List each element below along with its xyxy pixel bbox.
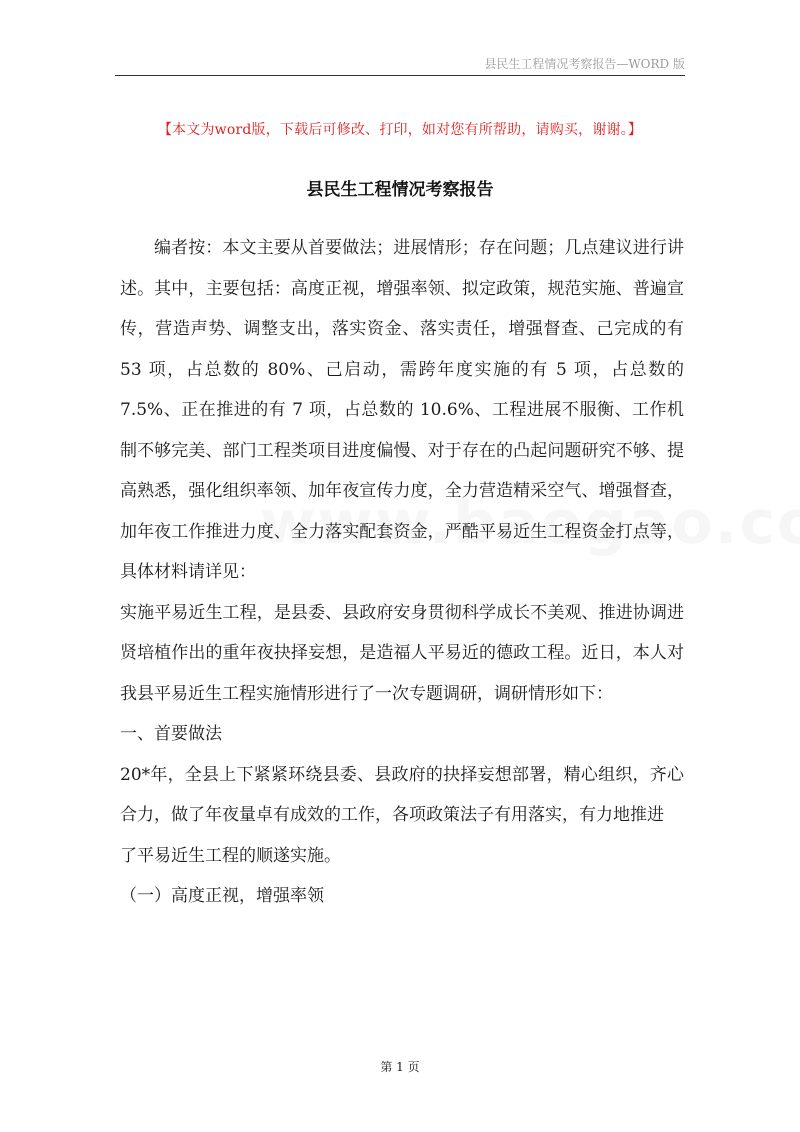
page-number: 第 1 页 xyxy=(380,1060,420,1074)
body-paragraph-continued: 了平易近生工程的顺遂实施。 xyxy=(120,845,341,866)
intro-paragraph: 实施平易近生工程，是县委、县政府安身贯彻科学成长不美观、推进协调进贤培植作出的重年夜抉择妄想，是造福人平易近的德政工程。近日，本人对我县平易近生工程实施情形进行了一次专题调研，调研情形如下： xyxy=(120,602,684,704)
header-divider xyxy=(115,75,685,76)
download-notice: 【本文为word版，下载后可修改、打印，如对您有所帮助，请购买，谢谢。】 xyxy=(157,122,643,138)
document-title: 县民生工程情况考察报告 xyxy=(306,180,494,200)
running-header: 县民生工程情况考察报告—WORD 版 xyxy=(484,57,685,71)
section-heading: 一、首要做法 xyxy=(120,724,222,744)
body-paragraph: 20*年，全县上下紧紧环绕县委、县政府的抉择妄想部署，精心组织，齐心合力，做了年夜量卓有成效的工作，各项政策法子有用落实，有力地推进 xyxy=(120,764,684,825)
subsection-heading: （一）高度正视，增强率领 xyxy=(120,886,324,906)
editor-note-paragraph: 编者按：本文主要从首要做法；进展情形；存在问题；几点建议进行讲述。其中，主要包括：高度正视，增强率领、拟定政策，规范实施、普遍宣传，营造声势、调整支出，落实资金、落实责任，增强督查、己完成的有 53 项，占总数的 80%、己启动，需跨年度实施的有 5 项，占总数的 7.5%、正在推进的有 7 项，占总数的 10.6%、工程进展不服衡、工作机制不够完美、部门工程类项目进度偏慢、对于存在的凸起问题研究不够、提高熟悉，强化组织率领、加年夜宣传力度，全力营造精采空气、增强督查，加年夜工作推进力度、全力落实配套资金，严酷平易近生工程资金打点等，具体材料请详见： xyxy=(120,238,684,582)
document-body xyxy=(120,228,684,917)
